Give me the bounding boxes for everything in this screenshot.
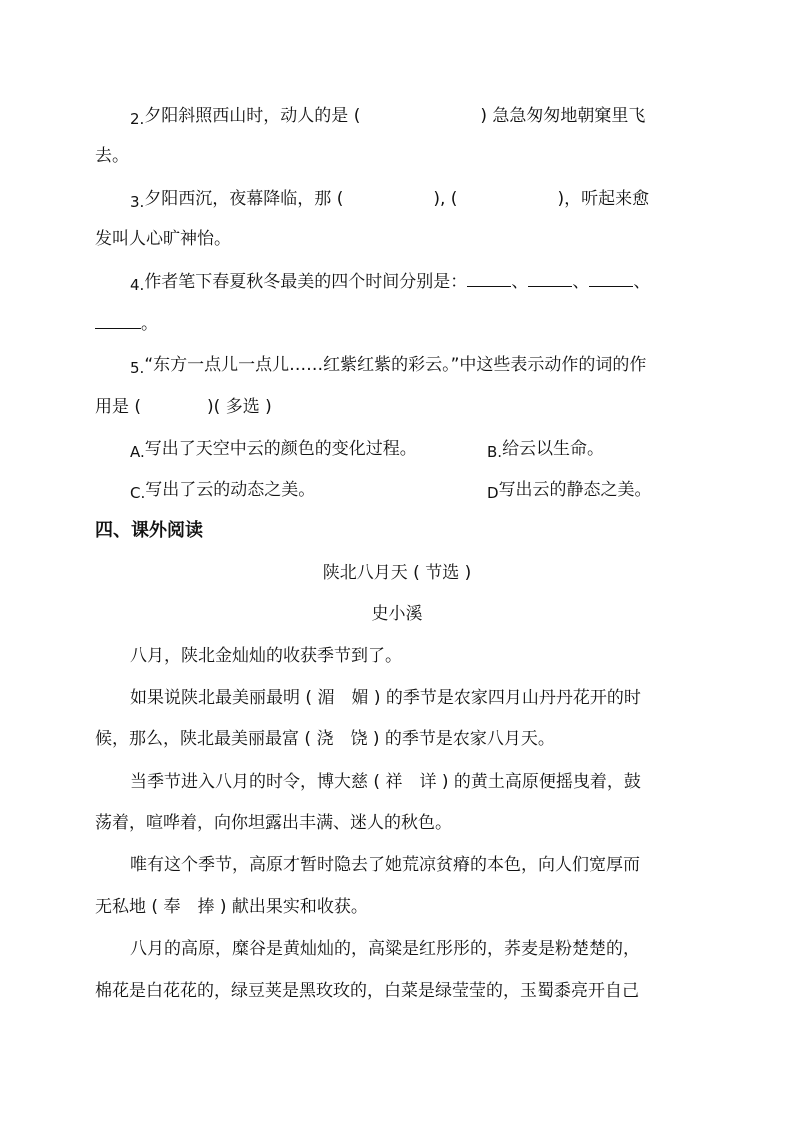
question-3-line-2 xyxy=(95,229,231,249)
question-3-line-1 xyxy=(130,189,649,209)
option-text: 写出云的静态之美。 xyxy=(498,480,652,500)
question-text: 去。 xyxy=(95,146,129,166)
paragraph-4-line-2: 无私地 ( 奉 捧 ) 献出果实和收获。 xyxy=(95,897,368,917)
question-text: ) 急急匆匆地朝窠里飞 xyxy=(480,106,646,126)
question-text: ), ( xyxy=(433,189,458,209)
option-a[interactable] xyxy=(130,439,417,459)
question-2-line-1 xyxy=(130,106,645,126)
separator: 、 xyxy=(572,272,590,292)
paragraph-1: 八月，陕北金灿灿的收获季节到了。 xyxy=(130,646,402,666)
question-number: 2. xyxy=(130,110,145,128)
option-text: 写出了云的动态之美。 xyxy=(145,480,316,500)
question-number: 5. xyxy=(130,359,145,377)
answer-blank[interactable] xyxy=(528,272,572,287)
question-5-line-2 xyxy=(95,397,272,417)
question-number: 4. xyxy=(130,276,145,294)
paragraph-3-line-1: 当季节进入八月的时令，博大慈 ( 祥 详 ) 的黄土高原便摇曳着，鼓 xyxy=(130,772,641,792)
option-text: 给云以生命。 xyxy=(502,439,605,459)
option-letter: D xyxy=(487,484,499,502)
question-text: 。 xyxy=(141,314,158,334)
question-text: )( 多选 ) xyxy=(207,397,272,417)
answer-blank[interactable] xyxy=(589,272,633,287)
separator: 、 xyxy=(633,272,651,292)
paragraph-4-line-1: 唯有这个季节，高原才暂时隐去了她荒凉贫瘠的本色，向人们宽厚而 xyxy=(130,855,640,875)
question-4-line-1 xyxy=(130,272,650,292)
article-author: 史小溪 xyxy=(371,604,423,624)
paragraph-2-line-1: 如果说陕北最美丽最明 ( 湄 媚 ) 的季节是农家四月山丹丹花开的时 xyxy=(130,688,641,708)
question-5-line-1 xyxy=(130,355,646,375)
option-c[interactable] xyxy=(130,480,315,500)
option-d[interactable] xyxy=(487,480,652,500)
option-letter: C. xyxy=(130,484,146,502)
question-text: 用是 ( xyxy=(95,397,142,417)
question-text: 夕阳西沉，夜幕降临，那 ( xyxy=(144,189,344,209)
paragraph-5-line-2: 棉花是白花花的，绿豆荚是黑玫玫的，白菜是绿莹莹的，玉蜀黍亮开自己 xyxy=(95,981,639,1001)
option-letter: B. xyxy=(487,443,503,461)
option-text: 写出了天空中云的颜色的变化过程。 xyxy=(144,439,417,459)
question-text: )，听起来愈 xyxy=(557,189,650,209)
paragraph-3-line-2: 荡着，喧哗着，向你坦露出丰满、迷人的秋色。 xyxy=(95,813,452,833)
question-2-line-2 xyxy=(95,146,129,166)
answer-blank[interactable] xyxy=(467,272,511,287)
question-text: 作者笔下春夏秋冬最美的四个时间分别是： xyxy=(144,272,468,292)
question-number: 3. xyxy=(130,193,145,211)
answer-blank[interactable] xyxy=(95,314,141,329)
section-heading: 四、课外阅读 xyxy=(95,520,203,541)
question-text: “东方一点儿一点儿……红紫红紫的彩云。”中这些表示动作的词的作 xyxy=(144,355,647,375)
option-letter: A. xyxy=(130,443,145,461)
separator: 、 xyxy=(511,272,529,292)
option-b[interactable] xyxy=(487,439,604,459)
paragraph-5-line-1: 八月的高原，糜谷是黄灿灿的，高粱是红彤彤的，荞麦是粉楚楚的， xyxy=(130,939,640,959)
article-title: 陕北八月天 ( 节选 ) xyxy=(322,563,472,583)
question-text: 发叫人心旷神怡。 xyxy=(95,229,231,249)
question-4-line-2 xyxy=(95,314,158,334)
question-text: 夕阳斜照西山时，动人的是 ( xyxy=(144,106,361,126)
paragraph-2-line-2: 候，那么，陕北最美丽最富 ( 浇 饶 ) 的季节是农家八月天。 xyxy=(95,729,555,749)
